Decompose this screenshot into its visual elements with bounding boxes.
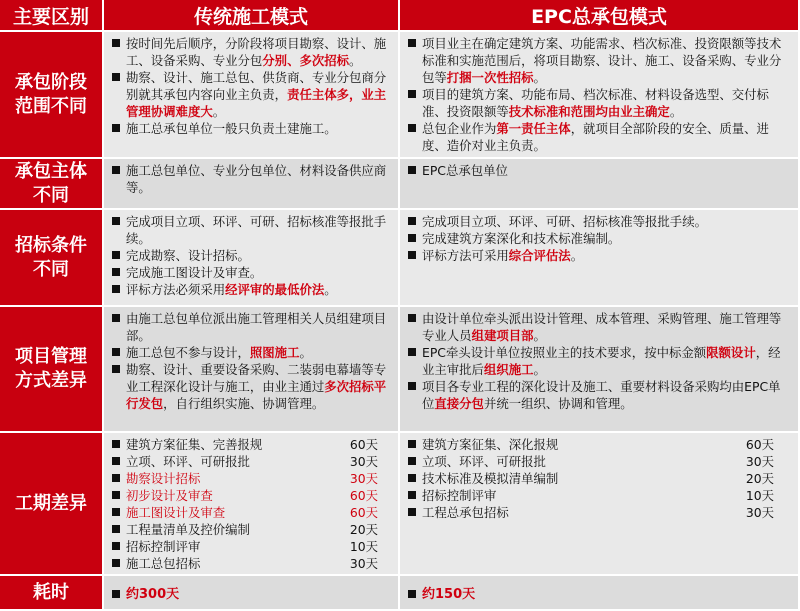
list-item [408,247,792,264]
schedule-item-days: 60天 [349,488,378,503]
bullet-square-icon [112,365,120,373]
list-item [112,162,392,196]
bullet-list [112,310,392,412]
schedule-item [112,538,392,555]
schedule-item [112,521,392,538]
scope-traditional [104,32,400,159]
list-item-text: 按时间先后顺序，分阶段将项目勘察、设计、施工、设备采购、专业分包 [126,36,387,68]
bullet-square-icon [112,590,120,598]
highlight-text: 经评审的最低价法 [225,282,325,297]
scope-epc [400,32,800,159]
row-label-line: 不同 [33,184,69,206]
row-label-scope [0,32,104,159]
list-item-text: 由设计单位牵头派出设计管理、成本管理、采购管理、施工管理等专业人员 [422,311,782,343]
list-item-text: ，自行组织实施、协调管理。 [163,396,325,411]
subject-epc [400,159,800,210]
bullet-list [112,35,392,137]
schedule-item-label: 立项、环评、可研报批 [422,454,546,469]
highlight-text: 综合评估法 [508,248,571,263]
bullet-square-icon [408,124,416,132]
bullet-square-icon [112,508,120,516]
list-item-text: 勘察、设计、施工总包、供货商、专业分包商分别就其承包内容向业主负责， [126,70,387,102]
list-item-text: 。 [533,328,546,343]
header-traditional-mode: 传统施工模式 [104,0,400,32]
schedule-item-days: 60天 [349,505,378,520]
bidding-traditional [104,210,400,307]
bullet-square-icon [112,525,120,533]
bullet-square-icon [112,457,120,465]
bullet-square-icon [112,217,120,225]
bullet-square-icon [112,314,120,322]
duration-traditional [104,576,400,611]
schedule-item-days: 20天 [745,471,774,486]
list-item [408,213,792,230]
list-item-text: 评标方法可采用 [422,248,509,263]
schedule-item-days: 30天 [745,505,774,520]
list-item-text: 完成项目立项、环评、可研、招标核准等报批手续。 [422,214,707,229]
list-item-text: 完成项目立项、环评、可研、招标核准等报批手续。 [126,214,387,246]
schedule-item-days: 30天 [745,454,774,469]
list-item [112,247,392,264]
schedule-item [408,436,792,453]
row-label-line: 承包阶段 [15,71,87,93]
schedule-item-label: 初步设计及审查 [126,488,213,503]
schedule-item-label: 施工总包招标 [126,556,201,571]
highlight-text: 第一责任主体 [496,121,571,136]
list-item-text: 评标方法必须采用 [126,282,226,297]
list-item [408,310,792,344]
row-label-line: 不同 [33,258,69,280]
row-label-line: 方式差异 [15,370,87,391]
header-epc-mode: EPC总承包模式 [400,0,800,32]
duration-epc [400,576,800,611]
schedule-item [112,470,392,487]
schedule-item-days: 10天 [745,488,774,503]
list-item [408,86,792,120]
schedule-item [408,470,792,487]
list-item-text: 。 [324,282,337,297]
bullet-square-icon [112,559,120,567]
schedule-item-label: 招标控制评审 [422,488,497,503]
schedule-item [408,487,792,504]
schedule-list [112,436,392,572]
bullet-square-icon [112,268,120,276]
schedule-item-days: 60天 [349,437,378,452]
list-item [112,120,392,137]
list-item [112,344,392,361]
management-traditional [104,307,400,433]
schedule-item [408,453,792,470]
highlight-text: 打捆一次性招标 [446,70,534,85]
bullet-square-icon [408,39,416,47]
bullet-square-icon [112,251,120,259]
bullet-list [112,213,392,298]
list-item [408,35,792,86]
bullet-square-icon [408,314,416,322]
bullet-square-icon [408,348,416,356]
schedule-item-label: 立项、环评、可研报批 [126,454,250,469]
highlight-text: 照图施工 [249,345,300,360]
bullet-square-icon [408,508,416,516]
highlight-text: 责任主体多，业主管理协调难度大 [126,87,387,119]
list-item-text: 完成施工图设计及审查。 [126,265,263,280]
bullet-square-icon [112,440,120,448]
list-item-text: 。 [349,53,362,68]
highlight-text: 分别、多次招标 [262,53,350,68]
list-item [112,264,392,281]
schedule-item [112,555,392,572]
schedule-item [408,504,792,521]
bullet-square-icon [112,542,120,550]
list-item [408,230,792,247]
bullet-square-icon [408,440,416,448]
schedule-item-days: 20天 [349,522,378,537]
list-item-text: EPC总承包单位 [422,163,508,178]
bullet-square-icon [112,491,120,499]
schedule-epc [400,433,800,576]
bullet-square-icon [408,234,416,242]
bullet-square-icon [112,124,120,132]
row-label-schedule: 工期差异 [0,433,104,576]
list-item-text: ，经业主审批后 [422,345,781,377]
schedule-item-days: 60天 [745,437,774,452]
row-label-subject [0,159,104,210]
row-label-management [0,307,104,433]
list-item [408,162,792,179]
schedule-item-label: 施工图设计及审查 [126,505,226,520]
list-item-text: 施工总承包单位一般只负责土建施工。 [126,121,337,136]
bullet-square-icon [408,90,416,98]
schedule-item [112,504,392,521]
list-item [112,213,392,247]
list-item-text: 。 [299,345,312,360]
schedule-item-label: 勘察设计招标 [126,471,201,486]
list-item-text: 并统一组织、协调和管理。 [483,396,633,411]
bullet-square-icon [112,348,120,356]
highlight-text: 多次招标平行发包 [126,379,387,411]
bullet-square-icon [408,251,416,259]
list-item-text: 。 [669,104,683,119]
highlight-text: 直接分包 [434,396,484,411]
list-item-text: 。 [212,104,226,119]
bullet-square-icon [408,457,416,465]
bullet-list [408,310,792,412]
highlight-text: 技术标准和范围均由业主确定 [508,104,670,119]
bullet-square-icon [112,73,120,81]
bidding-epc [400,210,800,307]
bullet-square-icon [408,166,416,174]
row-label-bidding [0,210,104,307]
list-item-text: 施工总包不参与设计， [126,345,250,360]
bullet-list [408,35,792,154]
bullet-square-icon [408,382,416,390]
row-label-line: 范围不同 [15,95,87,117]
schedule-item [112,487,392,504]
list-item [408,378,792,412]
schedule-item-label: 建筑方案征集、完善报规 [126,437,263,452]
list-item-text: EPC牵头设计单位按照业主的技术要求，按中标金额 [422,345,707,360]
bullet-square-icon [408,217,416,225]
highlight-text: 组建项目部 [471,328,534,343]
highlight-text: 组织施工 [483,362,534,377]
schedule-item-label: 工程量清单及控价编制 [126,522,250,537]
management-epc [400,307,800,433]
bullet-square-icon [112,474,120,482]
schedule-item-days: 30天 [349,454,378,469]
list-item [408,586,475,603]
schedule-item [112,436,392,453]
list-item-text: ，就项目全部阶段的安全、质量、进度、造价对业主负责。 [422,121,769,153]
list-item-text: 项目各专业工程的深化设计及施工、重要材料设备采购均由EPC单位 [422,379,781,411]
highlight-text: 限额设计 [706,345,756,360]
row-label-line: 项目管理 [15,346,87,367]
subject-traditional [104,159,400,210]
list-item-text: 总包企业作为 [422,121,497,136]
schedule-item-label: 工程总承包招标 [422,505,509,520]
bullet-square-icon [408,474,416,482]
row-label-line: 承包主体 [15,160,87,182]
list-item [408,344,792,378]
list-item-text: 施工总包单位、专业分包单位、材料设备供应商等。 [126,163,387,195]
list-item-text: 。 [570,248,584,263]
bullet-list [408,213,792,264]
list-item [112,35,392,69]
list-item-text: 由施工总包单位派出施工管理相关人员组建项目部。 [126,311,387,343]
bullet-square-icon [112,166,120,174]
duration-value: 约300天 [126,586,180,602]
schedule-item-label: 建筑方案征集、深化报规 [422,437,559,452]
header-main-difference: 主要区别 [0,0,104,32]
list-item-text: 项目的建筑方案、功能布局、档次标准、材料设备选型、交付标准、投资限额等 [422,87,769,119]
list-item [112,361,392,412]
list-item [112,69,392,120]
list-item-text: 完成建筑方案深化和技术标准编制。 [422,231,621,246]
schedule-item-label: 招标控制评审 [126,539,201,554]
bullet-square-icon [408,491,416,499]
schedule-item-label: 技术标准及模拟清单编制 [422,471,559,486]
list-item-text: 。 [533,362,546,377]
list-item [408,120,792,154]
schedule-item [112,453,392,470]
list-item-text: 。 [533,70,546,85]
schedule-list [408,436,792,521]
schedule-traditional [104,433,400,576]
list-item [112,310,392,344]
list-item-text: 项目业主在确定建筑方案、功能需求、档次标准、投资限额等技术标准和实施范围后，将项目勘察、设计、施工、设备采购、专业分包等 [422,36,782,85]
list-item-text: 勘察、设计、重要设备采购、二装弱电幕墙等专业工程深化设计与施工，由业主通过 [126,362,387,394]
list-item [112,586,179,603]
row-label-line: 招标条件 [15,234,87,256]
list-item [112,281,392,298]
schedule-item-days: 10天 [349,539,378,554]
schedule-item-days: 30天 [349,556,378,571]
duration-value: 约150天 [422,586,476,602]
schedule-item-days: 30天 [349,471,378,486]
row-label-duration: 耗时 [0,576,104,611]
list-item-text: 完成勘察、设计招标。 [126,248,250,263]
bullet-square-icon [408,590,416,598]
bullet-square-icon [112,39,120,47]
bullet-square-icon [112,285,120,293]
